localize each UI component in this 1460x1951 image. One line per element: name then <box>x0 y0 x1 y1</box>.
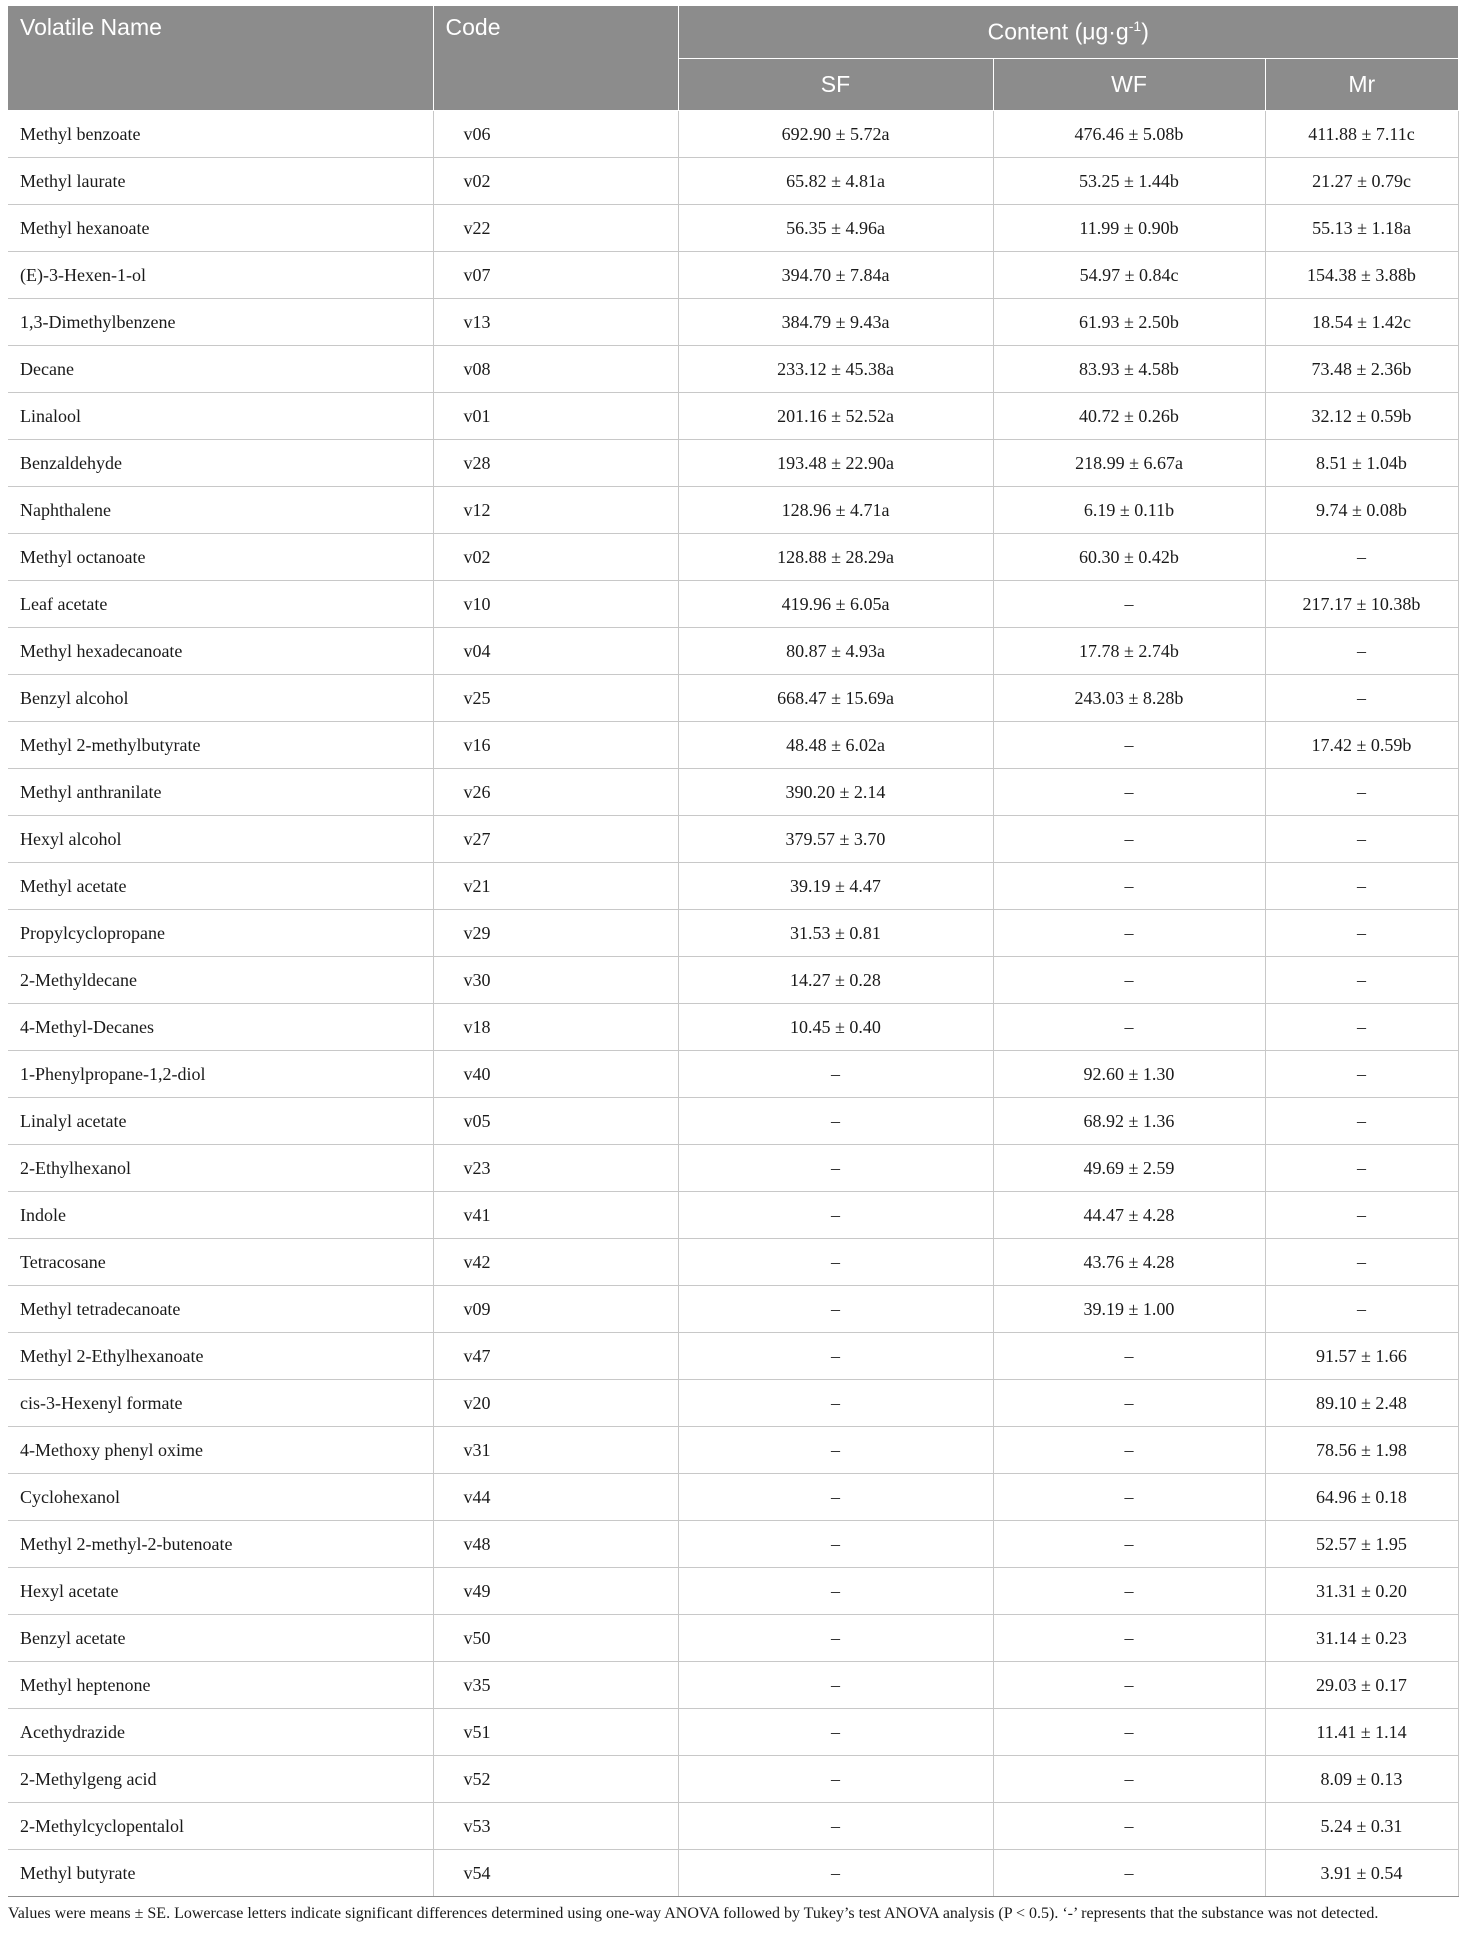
cell-mr: 18.54 ± 1.42c <box>1265 299 1458 346</box>
cell-code: v06 <box>433 111 678 158</box>
cell-sf: 233.12 ± 45.38a <box>678 346 993 393</box>
cell-volatile-name: Hexyl alcohol <box>8 816 433 863</box>
cell-mr: 52.57 ± 1.95 <box>1265 1521 1458 1568</box>
cell-sf: 419.96 ± 6.05a <box>678 581 993 628</box>
cell-mr: – <box>1265 863 1458 910</box>
cell-wf: – <box>993 1474 1265 1521</box>
cell-sf: – <box>678 1568 993 1615</box>
cell-volatile-name: Leaf acetate <box>8 581 433 628</box>
cell-volatile-name: Benzyl alcohol <box>8 675 433 722</box>
cell-mr: 31.31 ± 0.20 <box>1265 1568 1458 1615</box>
cell-mr: – <box>1265 957 1458 1004</box>
cell-code: v02 <box>433 158 678 205</box>
cell-wf: – <box>993 722 1265 769</box>
cell-mr: 217.17 ± 10.38b <box>1265 581 1458 628</box>
table-body <box>8 111 1458 1897</box>
cell-volatile-name: Methyl benzoate <box>8 111 433 158</box>
cell-code: v10 <box>433 581 678 628</box>
header-mr: Mr <box>1265 59 1458 111</box>
cell-wf: – <box>993 1427 1265 1474</box>
cell-mr: – <box>1265 910 1458 957</box>
table-row <box>8 1192 1458 1239</box>
cell-mr: – <box>1265 534 1458 581</box>
cell-sf: 65.82 ± 4.81a <box>678 158 993 205</box>
cell-sf: – <box>678 1380 993 1427</box>
cell-mr: – <box>1265 1192 1458 1239</box>
cell-mr: 55.13 ± 1.18a <box>1265 205 1458 252</box>
table-row <box>8 1286 1458 1333</box>
cell-volatile-name: Methyl laurate <box>8 158 433 205</box>
cell-wf: 43.76 ± 4.28 <box>993 1239 1265 1286</box>
table-row <box>8 957 1458 1004</box>
cell-volatile-name: Benzyl acetate <box>8 1615 433 1662</box>
cell-mr: – <box>1265 1145 1458 1192</box>
cell-mr: – <box>1265 675 1458 722</box>
table-row <box>8 675 1458 722</box>
cell-code: v29 <box>433 910 678 957</box>
header-code: Code <box>433 6 678 111</box>
table-row <box>8 393 1458 440</box>
cell-mr: 31.14 ± 0.23 <box>1265 1615 1458 1662</box>
cell-volatile-name: Methyl butyrate <box>8 1850 433 1897</box>
table-row <box>8 252 1458 299</box>
cell-sf: 31.53 ± 0.81 <box>678 910 993 957</box>
cell-code: v12 <box>433 487 678 534</box>
cell-code: v20 <box>433 1380 678 1427</box>
cell-wf: – <box>993 1709 1265 1756</box>
cell-mr: – <box>1265 1051 1458 1098</box>
header-wf: WF <box>993 59 1265 111</box>
cell-wf: – <box>993 910 1265 957</box>
cell-volatile-name: Decane <box>8 346 433 393</box>
table-row <box>8 346 1458 393</box>
cell-volatile-name: 2-Methylcyclopentalol <box>8 1803 433 1850</box>
cell-wf: 40.72 ± 0.26b <box>993 393 1265 440</box>
cell-mr: – <box>1265 816 1458 863</box>
header-volatile-name: Volatile Name <box>8 6 433 111</box>
table-row <box>8 487 1458 534</box>
cell-wf: – <box>993 1615 1265 1662</box>
cell-wf: – <box>993 1803 1265 1850</box>
cell-sf: – <box>678 1239 993 1286</box>
cell-sf: – <box>678 1662 993 1709</box>
cell-sf: 390.20 ± 2.14 <box>678 769 993 816</box>
cell-code: v18 <box>433 1004 678 1051</box>
cell-mr: 8.09 ± 0.13 <box>1265 1756 1458 1803</box>
cell-code: v16 <box>433 722 678 769</box>
table-row <box>8 111 1458 158</box>
cell-mr: 29.03 ± 0.17 <box>1265 1662 1458 1709</box>
cell-volatile-name: Linalool <box>8 393 433 440</box>
cell-code: v01 <box>433 393 678 440</box>
cell-mr: – <box>1265 628 1458 675</box>
cell-volatile-name: Tetracosane <box>8 1239 433 1286</box>
table-footnote: Values were means ± SE. Lowercase letters indicate significant differences determined using one-way ANOVA followed by Tukey’s test ANOVA analysis (P < 0.5). ‘-’ represents that the substance was not detected. <box>8 1905 1379 1922</box>
table-row <box>8 722 1458 769</box>
cell-volatile-name: 2-Ethylhexanol <box>8 1145 433 1192</box>
cell-wf: 49.69 ± 2.59 <box>993 1145 1265 1192</box>
cell-volatile-name: Methyl octanoate <box>8 534 433 581</box>
cell-wf: – <box>993 1004 1265 1051</box>
table-row <box>8 1803 1458 1850</box>
table-row <box>8 1850 1458 1897</box>
cell-code: v52 <box>433 1756 678 1803</box>
cell-mr: 78.56 ± 1.98 <box>1265 1427 1458 1474</box>
cell-code: v25 <box>433 675 678 722</box>
cell-sf: – <box>678 1051 993 1098</box>
cell-mr: 3.91 ± 0.54 <box>1265 1850 1458 1897</box>
cell-volatile-name: Methyl heptenone <box>8 1662 433 1709</box>
table-row <box>8 299 1458 346</box>
table-row <box>8 1615 1458 1662</box>
cell-wf: – <box>993 1380 1265 1427</box>
cell-code: v05 <box>433 1098 678 1145</box>
cell-code: v02 <box>433 534 678 581</box>
cell-code: v31 <box>433 1427 678 1474</box>
table-row <box>8 628 1458 675</box>
cell-wf: 60.30 ± 0.42b <box>993 534 1265 581</box>
cell-wf: 243.03 ± 8.28b <box>993 675 1265 722</box>
cell-wf: – <box>993 816 1265 863</box>
cell-mr: 411.88 ± 7.11c <box>1265 111 1458 158</box>
cell-sf: – <box>678 1145 993 1192</box>
cell-code: v27 <box>433 816 678 863</box>
cell-sf: – <box>678 1803 993 1850</box>
cell-sf: 193.48 ± 22.90a <box>678 440 993 487</box>
cell-mr: 32.12 ± 0.59b <box>1265 393 1458 440</box>
table-row <box>8 1145 1458 1192</box>
cell-volatile-name: Methyl tetradecanoate <box>8 1286 433 1333</box>
table-row <box>8 158 1458 205</box>
cell-code: v44 <box>433 1474 678 1521</box>
table-container <box>8 6 1458 1897</box>
cell-sf: – <box>678 1709 993 1756</box>
cell-sf: – <box>678 1192 993 1239</box>
cell-sf: – <box>678 1474 993 1521</box>
table-row <box>8 1239 1458 1286</box>
cell-sf: – <box>678 1427 993 1474</box>
cell-sf: 39.19 ± 4.47 <box>678 863 993 910</box>
cell-mr: 73.48 ± 2.36b <box>1265 346 1458 393</box>
cell-volatile-name: Methyl hexanoate <box>8 205 433 252</box>
cell-wf: 44.47 ± 4.28 <box>993 1192 1265 1239</box>
cell-wf: 218.99 ± 6.67a <box>993 440 1265 487</box>
cell-mr: 64.96 ± 0.18 <box>1265 1474 1458 1521</box>
cell-sf: 80.87 ± 4.93a <box>678 628 993 675</box>
table-row <box>8 1662 1458 1709</box>
cell-sf: 14.27 ± 0.28 <box>678 957 993 1004</box>
cell-wf: 17.78 ± 2.74b <box>993 628 1265 675</box>
cell-wf: – <box>993 1568 1265 1615</box>
cell-volatile-name: Propylcyclopropane <box>8 910 433 957</box>
cell-mr: 154.38 ± 3.88b <box>1265 252 1458 299</box>
cell-sf: – <box>678 1098 993 1145</box>
cell-mr: – <box>1265 1239 1458 1286</box>
table-row <box>8 1521 1458 1568</box>
cell-mr: 5.24 ± 0.31 <box>1265 1803 1458 1850</box>
table-row <box>8 1474 1458 1521</box>
table-row <box>8 1709 1458 1756</box>
cell-mr: 21.27 ± 0.79c <box>1265 158 1458 205</box>
cell-sf: 48.48 ± 6.02a <box>678 722 993 769</box>
cell-mr: – <box>1265 1286 1458 1333</box>
header-content-close: ) <box>1141 18 1149 45</box>
cell-wf: – <box>993 1850 1265 1897</box>
cell-sf: – <box>678 1615 993 1662</box>
table-row <box>8 1098 1458 1145</box>
cell-volatile-name: Methyl anthranilate <box>8 769 433 816</box>
cell-volatile-name: 4-Methyl-Decanes <box>8 1004 433 1051</box>
cell-code: v48 <box>433 1521 678 1568</box>
table-row <box>8 1051 1458 1098</box>
cell-code: v41 <box>433 1192 678 1239</box>
table-row <box>8 863 1458 910</box>
cell-volatile-name: 2-Methyldecane <box>8 957 433 1004</box>
cell-mr: 8.51 ± 1.04b <box>1265 440 1458 487</box>
table-row <box>8 910 1458 957</box>
cell-sf: 668.47 ± 15.69a <box>678 675 993 722</box>
cell-wf: – <box>993 1521 1265 1568</box>
cell-code: v09 <box>433 1286 678 1333</box>
cell-volatile-name: Naphthalene <box>8 487 433 534</box>
cell-sf: 379.57 ± 3.70 <box>678 816 993 863</box>
cell-code: v28 <box>433 440 678 487</box>
cell-wf: 68.92 ± 1.36 <box>993 1098 1265 1145</box>
cell-volatile-name: cis-3-Hexenyl formate <box>8 1380 433 1427</box>
header-content-text: Content (μg·g <box>987 18 1129 45</box>
cell-wf: – <box>993 957 1265 1004</box>
table-row <box>8 534 1458 581</box>
cell-code: v51 <box>433 1709 678 1756</box>
cell-code: v23 <box>433 1145 678 1192</box>
cell-code: v42 <box>433 1239 678 1286</box>
cell-wf: – <box>993 863 1265 910</box>
cell-mr: 89.10 ± 2.48 <box>1265 1380 1458 1427</box>
cell-volatile-name: 1,3-Dimethylbenzene <box>8 299 433 346</box>
cell-code: v30 <box>433 957 678 1004</box>
cell-mr: 9.74 ± 0.08b <box>1265 487 1458 534</box>
cell-sf: 692.90 ± 5.72a <box>678 111 993 158</box>
cell-wf: 53.25 ± 1.44b <box>993 158 1265 205</box>
table-row <box>8 1427 1458 1474</box>
cell-volatile-name: Methyl 2-methylbutyrate <box>8 722 433 769</box>
cell-code: v21 <box>433 863 678 910</box>
cell-volatile-name: Methyl hexadecanoate <box>8 628 433 675</box>
cell-code: v13 <box>433 299 678 346</box>
cell-wf: 54.97 ± 0.84c <box>993 252 1265 299</box>
header-content-superscript: -1 <box>1128 18 1142 35</box>
cell-volatile-name: (E)-3-Hexen-1-ol <box>8 252 433 299</box>
cell-code: v54 <box>433 1850 678 1897</box>
cell-wf: 11.99 ± 0.90b <box>993 205 1265 252</box>
cell-sf: – <box>678 1850 993 1897</box>
cell-wf: 61.93 ± 2.50b <box>993 299 1265 346</box>
cell-volatile-name: 1-Phenylpropane-1,2-diol <box>8 1051 433 1098</box>
table-row <box>8 440 1458 487</box>
cell-mr: 91.57 ± 1.66 <box>1265 1333 1458 1380</box>
cell-volatile-name: Cyclohexanol <box>8 1474 433 1521</box>
cell-wf: 6.19 ± 0.11b <box>993 487 1265 534</box>
cell-code: v07 <box>433 252 678 299</box>
cell-code: v26 <box>433 769 678 816</box>
table-row <box>8 769 1458 816</box>
cell-volatile-name: Benzaldehyde <box>8 440 433 487</box>
cell-sf: 56.35 ± 4.96a <box>678 205 993 252</box>
cell-wf: – <box>993 769 1265 816</box>
cell-code: v50 <box>433 1615 678 1662</box>
header-content <box>678 6 1458 59</box>
cell-volatile-name: Methyl acetate <box>8 863 433 910</box>
table-row <box>8 581 1458 628</box>
cell-volatile-name: Methyl 2-Ethylhexanoate <box>8 1333 433 1380</box>
table-row <box>8 1004 1458 1051</box>
cell-wf: 92.60 ± 1.30 <box>993 1051 1265 1098</box>
cell-wf: – <box>993 1333 1265 1380</box>
cell-wf: 476.46 ± 5.08b <box>993 111 1265 158</box>
cell-sf: 128.96 ± 4.71a <box>678 487 993 534</box>
cell-mr: 17.42 ± 0.59b <box>1265 722 1458 769</box>
header-sf: SF <box>678 59 993 111</box>
cell-sf: – <box>678 1756 993 1803</box>
table-row <box>8 816 1458 863</box>
cell-wf: – <box>993 1756 1265 1803</box>
cell-volatile-name: Hexyl acetate <box>8 1568 433 1615</box>
table-row <box>8 1333 1458 1380</box>
cell-sf: 394.70 ± 7.84a <box>678 252 993 299</box>
cell-wf: 83.93 ± 4.58b <box>993 346 1265 393</box>
cell-volatile-name: 2-Methylgeng acid <box>8 1756 433 1803</box>
table-row <box>8 1380 1458 1427</box>
volatile-content-table <box>8 6 1459 1897</box>
cell-mr: 11.41 ± 1.14 <box>1265 1709 1458 1756</box>
cell-sf: – <box>678 1521 993 1568</box>
cell-code: v04 <box>433 628 678 675</box>
table-row <box>8 205 1458 252</box>
cell-mr: – <box>1265 1098 1458 1145</box>
cell-volatile-name: Methyl 2-methyl-2-butenoate <box>8 1521 433 1568</box>
table-header <box>8 6 1458 111</box>
cell-sf: 10.45 ± 0.40 <box>678 1004 993 1051</box>
cell-volatile-name: 4-Methoxy phenyl oxime <box>8 1427 433 1474</box>
cell-mr: – <box>1265 1004 1458 1051</box>
cell-volatile-name: Linalyl acetate <box>8 1098 433 1145</box>
cell-sf: 128.88 ± 28.29a <box>678 534 993 581</box>
cell-sf: 384.79 ± 9.43a <box>678 299 993 346</box>
table-row <box>8 1568 1458 1615</box>
cell-volatile-name: Acethydrazide <box>8 1709 433 1756</box>
cell-sf: – <box>678 1333 993 1380</box>
table-row <box>8 1756 1458 1803</box>
cell-wf: – <box>993 581 1265 628</box>
cell-code: v35 <box>433 1662 678 1709</box>
cell-code: v08 <box>433 346 678 393</box>
cell-sf: – <box>678 1286 993 1333</box>
cell-code: v47 <box>433 1333 678 1380</box>
cell-sf: 201.16 ± 52.52a <box>678 393 993 440</box>
cell-code: v53 <box>433 1803 678 1850</box>
cell-volatile-name: Indole <box>8 1192 433 1239</box>
cell-code: v40 <box>433 1051 678 1098</box>
cell-code: v22 <box>433 205 678 252</box>
cell-code: v49 <box>433 1568 678 1615</box>
cell-wf: 39.19 ± 1.00 <box>993 1286 1265 1333</box>
cell-wf: – <box>993 1662 1265 1709</box>
cell-mr: – <box>1265 769 1458 816</box>
